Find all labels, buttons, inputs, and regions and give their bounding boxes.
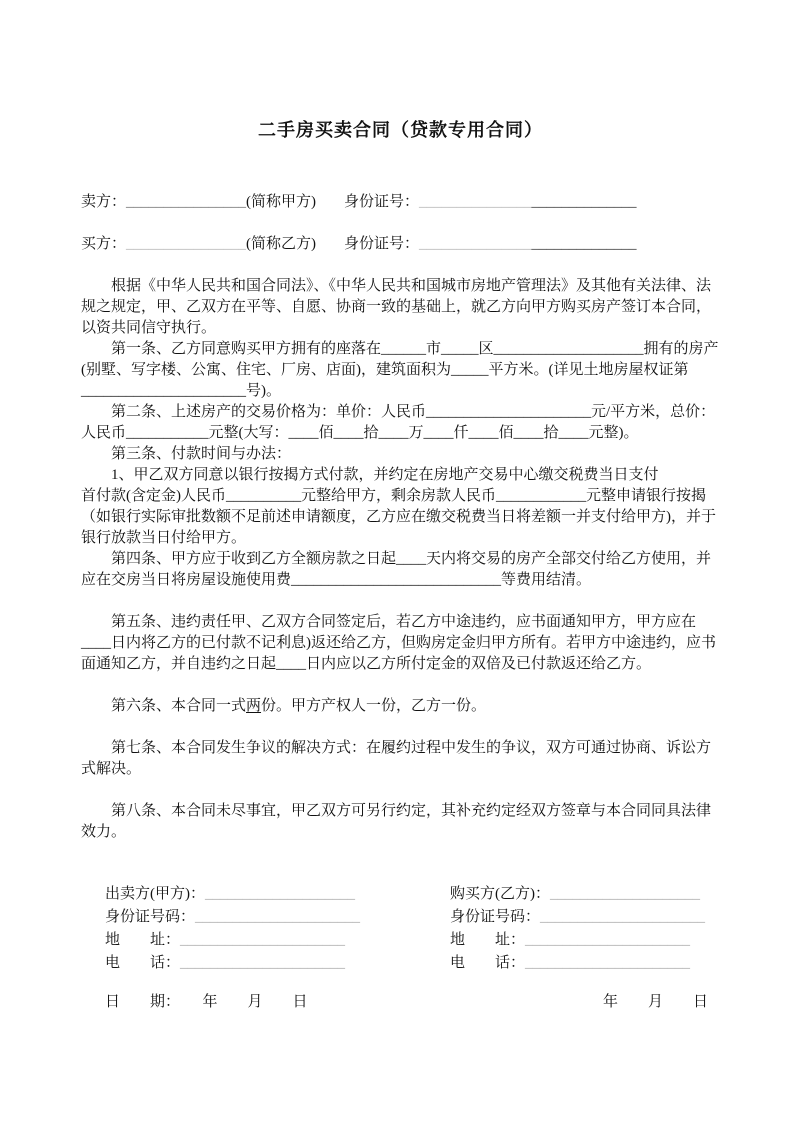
seller-sign-address-blank: ______________________: [180, 932, 346, 948]
article-8: 第八条、本合同未尽事宜，甲乙双方可另行约定，其补充约定经双方签章与本合同同具法律效力。: [81, 803, 712, 840]
seller-sign-name-row: [105, 883, 450, 906]
seller-id-label: 身份证号：: [344, 194, 420, 210]
buyer-sign-name-label: 购买方(乙方)：: [450, 886, 550, 902]
article-1: 第一条、乙方同意购买甲方拥有的座落在______市_____区____________________拥有的房产(别墅、写字楼、公寓、住宅、厂房、店面)，建筑面积为_____平方米。(详见土地房屋权证第______________________号)。: [81, 341, 719, 399]
seller-label: 卖方：: [81, 194, 127, 210]
seller-row: [81, 192, 720, 213]
buyer-sign-address-row: [450, 929, 720, 952]
buyer-sign-phone-row: [450, 952, 720, 975]
article-6: [81, 696, 720, 717]
seller-sign-name-blank: ____________________: [205, 886, 355, 902]
seller-id-blank: _______________: [419, 194, 532, 210]
buyer-id-blank: _______________: [419, 236, 532, 252]
seller-name-blank: ________________: [126, 194, 247, 210]
seller-id-blank-dark: ______________: [531, 194, 637, 210]
article-7: 第七条、本合同发生争议的解决方式：在履约过程中发生的争议，双方可通过协商、诉讼方式解决。: [81, 740, 712, 777]
seller-alias: (简称甲方): [246, 194, 317, 210]
article-6-text-post: 份。甲方产权人一份，乙方一份。: [261, 698, 487, 714]
buyer-sign-phone-label: 电 话：: [450, 955, 526, 971]
seller-sign-phone-blank: ______________________: [180, 955, 346, 971]
seller-sign-phone-row: [105, 952, 450, 975]
seller-sign-address-row: [105, 929, 450, 952]
seller-sign-address-label: 地 址：: [105, 932, 181, 948]
article-3-heading: 第三条、付款时间与办法：: [111, 446, 292, 462]
article-5: 第五条、违约责任甲、乙双方合同签定后，若乙方中途违约，应书面通知甲方，甲方应在____日内将乙方的已付款不记利息)返还给乙方，但购房定金归甲方所有。若甲方中途违约，应书面通知乙方，并自违约之日起____日内应以乙方所付定金的双倍及已付款返还给乙方。: [81, 614, 716, 672]
signature-buyer-column: [450, 883, 720, 975]
buyer-sign-phone-blank: ______________________: [525, 955, 691, 971]
buyer-name-blank: ________________: [126, 236, 247, 252]
article-6-text-pre: 第六条、本合同一式: [111, 698, 247, 714]
seller-sign-name-label: 出卖方(甲方)：: [105, 886, 205, 902]
page-title: 二手房买卖合同（贷款专用合同）: [258, 120, 543, 140]
date-row: [81, 992, 720, 1013]
seller-sign-id-row: [105, 906, 450, 929]
buyer-sign-id-blank: ______________________: [540, 909, 706, 925]
intro-paragraph: 根据《中华人民共和国合同法》、《中华人民共和国城市房地产管理法》及其他有关法律、法规之规定，甲、乙双方在平等、自愿、协商一致的基础上，就乙方向甲方购买房产签订本合同，以资共同信守执行。: [81, 278, 712, 336]
buyer-label: 买方：: [81, 236, 127, 252]
buyer-id-label: 身份证号：: [344, 236, 420, 252]
buyer-sign-name-blank: ____________________: [550, 886, 700, 902]
buyer-sign-address-label: 地 址：: [450, 932, 526, 948]
article-3-item-1-line-1: 1、甲乙双方同意以银行按揭方式付款，并约定在房地产交易中心缴交税费当日支付: [111, 467, 659, 483]
buyer-id-blank-dark: ______________: [531, 236, 637, 252]
buyer-alias: (简称乙方): [246, 236, 317, 252]
seller-date-line: 日 期： 年 月 日: [105, 994, 308, 1010]
buyer-row: [81, 234, 720, 255]
buyer-sign-id-row: [450, 906, 720, 929]
signature-block: [81, 883, 720, 975]
seller-sign-id-blank: ______________________: [195, 909, 361, 925]
article-3-item-1-continued: 首付款(含定金)人民币__________元整给甲方，剩余房款人民币____________元整申请银行按揭（如银行实际审批数额不足前述申请额度，乙方应在缴交税费当日将差额一并支付给甲方)，并于银行放款当日付给甲方。: [81, 488, 716, 546]
article-6-underlined-word: 两: [246, 698, 262, 714]
article-2: 第二条、上述房产的交易价格为：单价：人民币______________________元/平方米，总价：人民币___________元整(大写：____佰____拾____万____仟____佰____拾____元整)。: [81, 404, 716, 441]
buyer-sign-address-blank: ______________________: [525, 932, 691, 948]
article-4: 第四条、甲方应于收到乙方全额房款之日起____天内将交易的房产全部交付给乙方使用，并应在交房当日将房屋设施使用费____________________________等费用结清。: [81, 551, 712, 588]
seller-sign-phone-label: 电 话：: [105, 955, 181, 971]
buyer-sign-name-row: [450, 883, 720, 906]
seller-sign-id-label: 身份证号码：: [105, 909, 196, 925]
signature-seller-column: [81, 883, 450, 975]
buyer-sign-id-label: 身份证号码：: [450, 909, 541, 925]
buyer-date-line: 年 月 日: [602, 994, 708, 1010]
